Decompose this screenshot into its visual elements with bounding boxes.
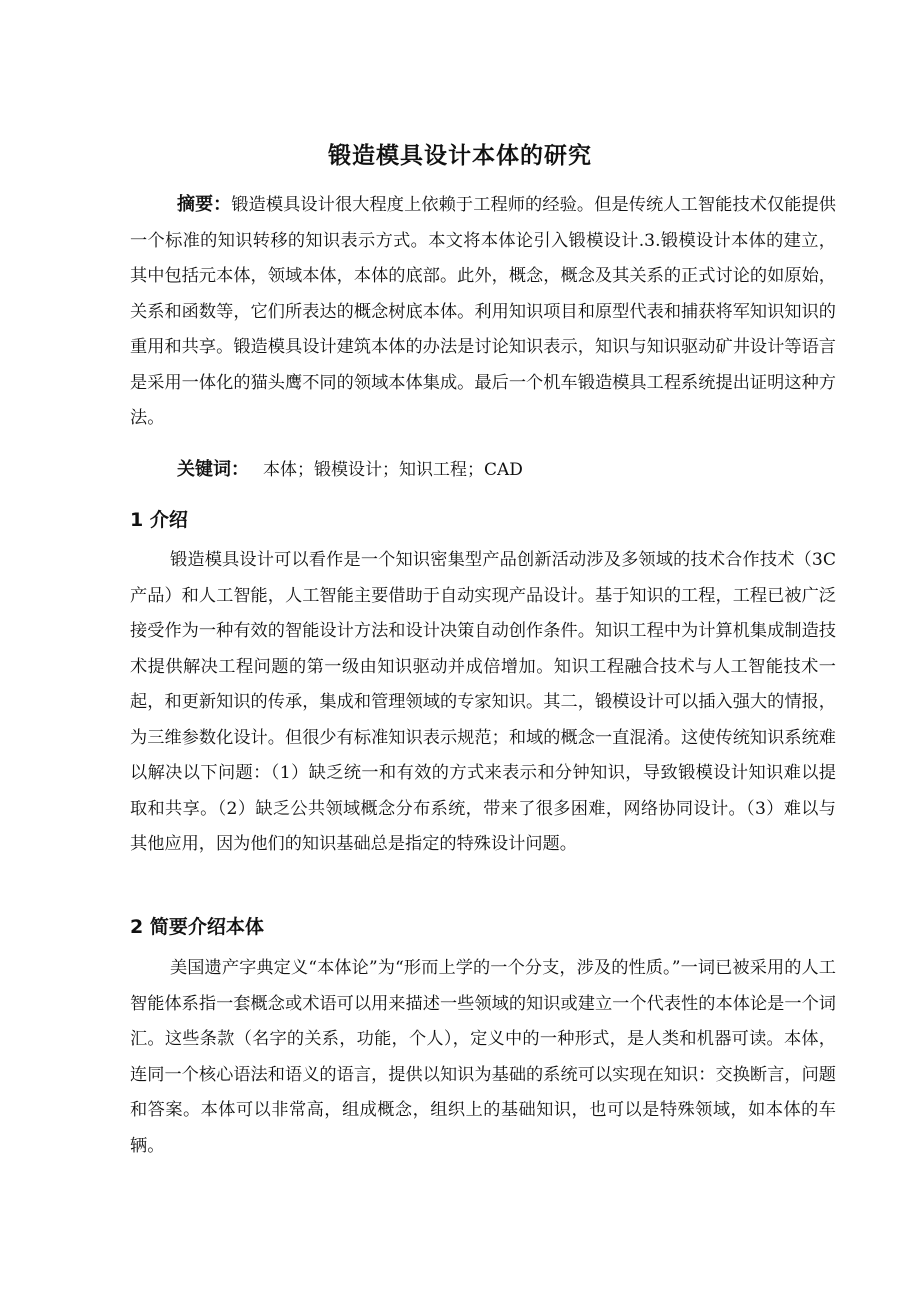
abstract-text: 锻造模具设计很大程度上依赖于工程师的经验。但是传统人工智能技术仅能提供一个标准的知识转移的知识表示方式。本文将本体论引入锻模设计.3.锻模设计本体的建立，其中包括元本体，领域本体，本体的底部。此外，概念，概念及其关系的正式讨论的如原始，关系和函数等，它们所表达的概念树底本体。利用知识项目和原型代表和捕获将军知识知识的重用和共享。锻造模具设计建筑本体的办法是讨论知识表示，知识与知识驱动矿井设计等语言是采用一体化的猫头鹰不同的领域本体集成。最后一个机车锻造模具工程系统提出证明这种方法。 (130, 195, 836, 428)
abstract-paragraph (130, 187, 836, 437)
abstract-label: 摘要： (177, 194, 232, 215)
keywords-text: 本体；锻模设计；知识工程；CAD (263, 460, 523, 480)
keywords-label: 关键词： (177, 459, 249, 480)
section-body-ontology: 美国遗产字典定义“本体论”为“形而上学的一个分支，涉及的性质。”一词已被采用的人工智能体系指一套概念或术语可以用来描述一些领域的知识或建立一个代表性的本体论是一个词汇。这些条款（名字的关系，功能，个人），定义中的一种形式，是人类和机器可读。本体，连同一个核心语法和语义的语言，提供以知识为基础的系统可以实现在知识：交换断言，问题和答案。本体可以非常高，组成概念，组织上的基础知识，也可以是特殊领域，如本体的车辆。 (130, 958, 836, 1156)
section-heading-ontology: 2 简要介绍本体 (130, 916, 264, 938)
section-body-introduction: 锻造模具设计可以看作是一个知识密集型产品创新活动涉及多领域的技术合作技术（3C 产品）和人工智能，人工智能主要借助于自动实现产品设计。基于知识的工程，工程已被广泛接受作为一种有效的智能设计方法和设计决策自动创作条件。知识工程中为计算机集成制造技术提供解决工程问题的第一级由知识驱动并成倍增加。知识工程融合技术与人工智能技术一起，和更新知识的传承，集成和管理领域的专家知识。其二，锻模设计可以插入强大的情报，为三维参数化设计。但很少有标准知识表示规范；和域的概念一直混淆。这使传统知识系统难以解决以下问题：（1）缺乏统一和有效的方式来表示和分钟知识，导致锻模设计知识难以提取和共享。（2）缺乏公共领域概念分布系统，带来了很多困难，网络协同设计。（3）难以与其他应用，因为他们的知识基础总是指定的特殊设计问题。 (130, 550, 836, 854)
section-heading-introduction: 1 介绍 (130, 509, 188, 531)
paper-title: 锻造模具设计本体的研究 (328, 143, 592, 169)
keywords-line (177, 452, 523, 488)
